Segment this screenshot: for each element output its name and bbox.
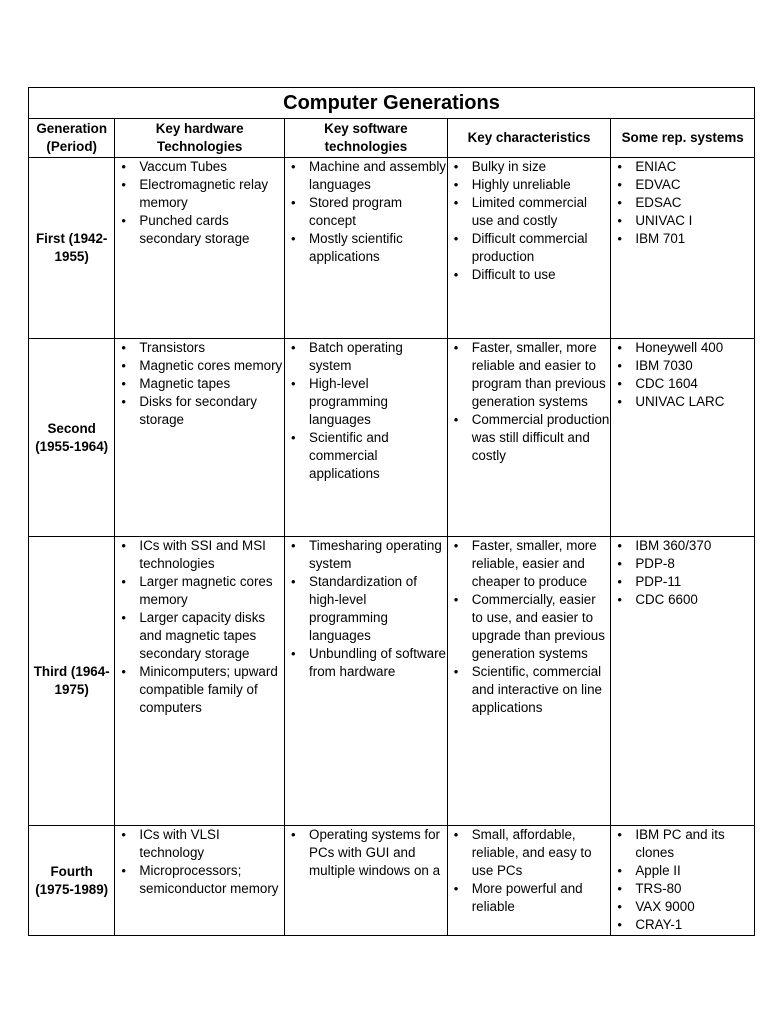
list-item: • Timesharing operating system [285, 537, 447, 573]
list-item: • TRS-80 [611, 880, 754, 898]
systems-list [611, 339, 754, 411]
list-item: • IBM 701 [611, 230, 754, 248]
list-item: • Difficult to use [448, 266, 611, 284]
characteristics-cell [447, 339, 611, 537]
list-item: • Mostly scientific applications [285, 230, 447, 266]
table-row [29, 537, 755, 826]
list-item: • Stored program concept [285, 194, 447, 230]
list-item: • Microprocessors; semiconductor memory [115, 862, 284, 898]
list-item: • Bulky in size [448, 158, 611, 176]
header-systems: Some rep. systems [611, 119, 755, 158]
list-item: • Highly unreliable [448, 176, 611, 194]
hardware-list [115, 826, 284, 898]
characteristics-list [448, 537, 611, 717]
list-item: • Faster, smaller, more reliable and easier to program than previous generation systems [448, 339, 611, 411]
hardware-list [115, 158, 284, 248]
list-item: • Magnetic cores memory [115, 357, 284, 375]
list-item: • CRAY-1 [611, 916, 754, 934]
list-item: • Punched cards secondary storage [115, 212, 284, 248]
list-item: • Electromagnetic relay memory [115, 176, 284, 212]
list-item: • Honeywell 400 [611, 339, 754, 357]
list-item: • ICs with VLSI technology [115, 826, 284, 862]
list-item: • UNIVAC I [611, 212, 754, 230]
list-item: • ICs with SSI and MSI technologies [115, 537, 284, 573]
hardware-cell [115, 158, 285, 339]
list-item: • PDP-8 [611, 555, 754, 573]
list-item: • High-level programming languages [285, 375, 447, 429]
header-hardware: Key hardware Technologies [115, 119, 285, 158]
list-item: • ENIAC [611, 158, 754, 176]
list-item: • IBM 360/370 [611, 537, 754, 555]
list-item: • EDVAC [611, 176, 754, 194]
list-item: • More powerful and reliable [448, 880, 611, 916]
characteristics-list [448, 158, 611, 284]
list-item: • Transistors [115, 339, 284, 357]
characteristics-list [448, 826, 611, 916]
list-item: • Commercially, easier to use, and easier to upgrade than previous generation systems [448, 591, 611, 663]
list-item: • Disks for secondary storage [115, 393, 284, 429]
list-item: • Commercial production was still difficult and costly [448, 411, 611, 465]
list-item: • Scientific and commercial applications [285, 429, 447, 483]
list-item: • Batch operating system [285, 339, 447, 375]
characteristics-cell [447, 537, 611, 826]
list-item: • IBM PC and its clones [611, 826, 754, 862]
hardware-list [115, 537, 284, 717]
list-item: • Magnetic tapes [115, 375, 284, 393]
hardware-cell [115, 826, 285, 936]
systems-list [611, 826, 754, 934]
table-row [29, 339, 755, 537]
software-list [285, 537, 447, 681]
list-item: • PDP-11 [611, 573, 754, 591]
list-item: • Larger capacity disks and magnetic tapes secondary storage [115, 609, 284, 663]
list-item: • Larger magnetic cores memory [115, 573, 284, 609]
list-item: • CDC 1604 [611, 375, 754, 393]
characteristics-cell [447, 158, 611, 339]
header-row [29, 119, 755, 158]
generations-table [28, 87, 755, 936]
list-item: • Faster, smaller, more reliable, easier and cheaper to produce [448, 537, 611, 591]
hardware-cell [115, 537, 285, 826]
table-title: Computer Generations [29, 88, 755, 119]
list-item: • Machine and assembly languages [285, 158, 447, 194]
systems-list [611, 537, 754, 609]
list-item: • Operating systems for PCs with GUI and multiple windows on a [285, 826, 447, 880]
hardware-cell [115, 339, 285, 537]
characteristics-cell [447, 826, 611, 936]
document-page [28, 87, 755, 936]
header-characteristics: Key characteristics [447, 119, 611, 158]
list-item: • VAX 9000 [611, 898, 754, 916]
software-cell [285, 826, 448, 936]
list-item: • Difficult commercial production [448, 230, 611, 266]
list-item: • EDSAC [611, 194, 754, 212]
table-row [29, 158, 755, 339]
list-item: • CDC 6600 [611, 591, 754, 609]
software-cell [285, 339, 448, 537]
generation-cell: Fourth (1975-1989) [29, 826, 115, 936]
table-row [29, 826, 755, 936]
list-item: • UNIVAC LARC [611, 393, 754, 411]
list-item: • IBM 7030 [611, 357, 754, 375]
header-software: Key software technologies [285, 119, 448, 158]
systems-cell [611, 158, 755, 339]
software-cell [285, 537, 448, 826]
generation-cell: Second (1955-1964) [29, 339, 115, 537]
list-item: • Small, affordable, reliable, and easy to use PCs [448, 826, 611, 880]
list-item: • Scientific, commercial and interactive on line applications [448, 663, 611, 717]
list-item: • Apple II [611, 862, 754, 880]
list-item: • Minicomputers; upward compatible family of computers [115, 663, 284, 717]
list-item: • Standardization of high-level programming languages [285, 573, 447, 645]
systems-cell [611, 339, 755, 537]
list-item: • Unbundling of software from hardware [285, 645, 447, 681]
software-cell [285, 158, 448, 339]
software-list [285, 339, 447, 483]
generation-cell: First (1942-1955) [29, 158, 115, 339]
software-list [285, 158, 447, 266]
characteristics-list [448, 339, 611, 465]
systems-cell [611, 537, 755, 826]
list-item: • Vaccum Tubes [115, 158, 284, 176]
systems-list [611, 158, 754, 248]
hardware-list [115, 339, 284, 429]
header-generation: Generation (Period) [29, 119, 115, 158]
list-item: • Limited commercial use and costly [448, 194, 611, 230]
software-list [285, 826, 447, 880]
generation-cell: Third (1964-1975) [29, 537, 115, 826]
systems-cell [611, 826, 755, 936]
